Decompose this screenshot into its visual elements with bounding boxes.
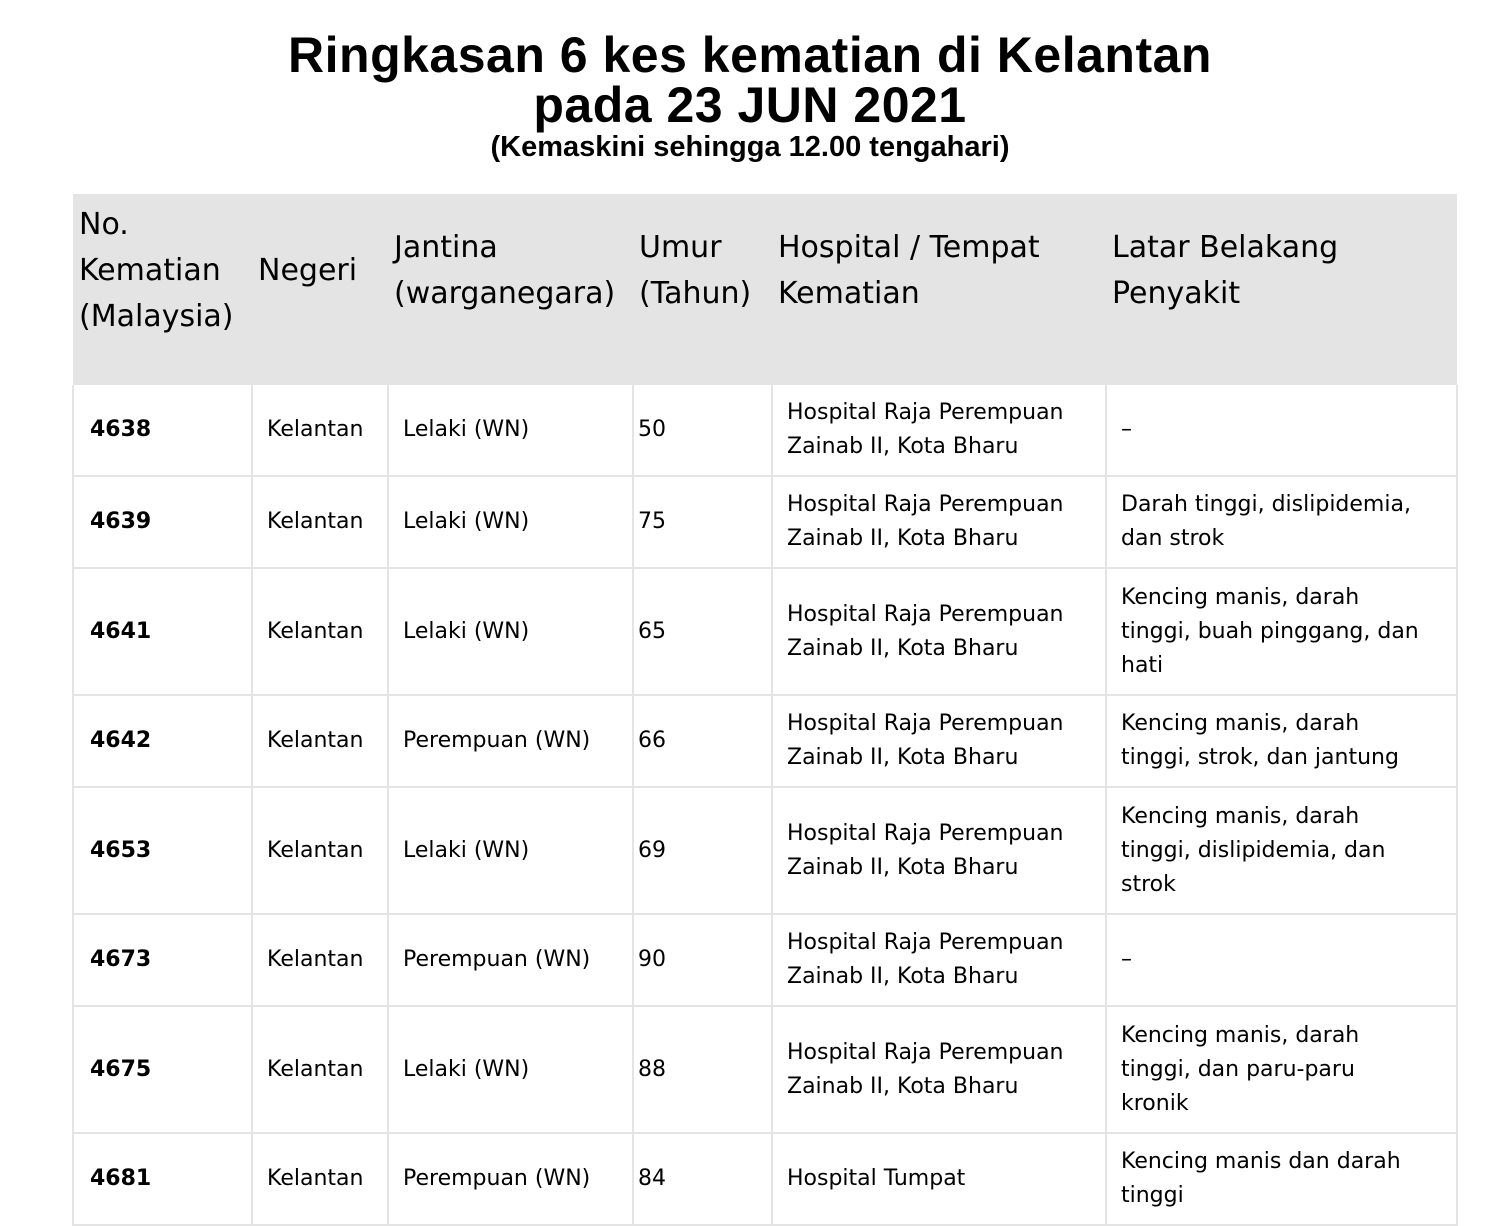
cell-line: Zainab II, Kota Bharu xyxy=(787,1073,1019,1099)
page-subtitle: (Kemaskini sehingga 12.00 tengahari) xyxy=(490,131,1010,163)
cell-latar xyxy=(1106,695,1457,787)
cell-line: Zainab II, Kota Bharu xyxy=(787,745,1019,770)
header-line: Kematian xyxy=(79,253,221,288)
header-line: (Malaysia) xyxy=(79,299,234,334)
header-line: Penyakit xyxy=(1112,276,1241,311)
cell-latar xyxy=(1106,476,1457,568)
header-line: Jantina xyxy=(394,230,498,265)
cell-latar xyxy=(1106,385,1457,476)
cell-latar xyxy=(1106,1006,1457,1133)
header-line: Hospital / Tempat xyxy=(778,230,1040,265)
cell-negeri: Kelantan xyxy=(252,1006,388,1133)
cell-negeri: Kelantan xyxy=(252,695,388,787)
cell-line: tinggi, dan paru-paru xyxy=(1121,1056,1355,1082)
cell-line: Hospital Tumpat xyxy=(787,1166,966,1191)
death-cases-table xyxy=(72,194,1458,1226)
table-row xyxy=(73,787,1457,914)
header-line: (warganegara) xyxy=(394,276,616,311)
cell-negeri: Kelantan xyxy=(252,914,388,1006)
cell-hospital xyxy=(772,568,1106,695)
cell-line: tinggi, dislipidemia, dan xyxy=(1121,837,1386,863)
header-no-kematian xyxy=(73,194,252,385)
page-title-line-1: Ringkasan 6 kes kematian di Kelantan xyxy=(288,27,1212,83)
header-hospital xyxy=(772,194,1106,385)
cell-line: Zainab II, Kota Bharu xyxy=(787,854,1019,880)
cell-line: Zainab II, Kota Bharu xyxy=(787,526,1019,551)
cell-line: tinggi, strok, dan jantung xyxy=(1121,745,1399,770)
table-row xyxy=(73,568,1457,695)
cell-umur: 50 xyxy=(633,385,772,476)
cell-no: 4639 xyxy=(73,476,252,568)
cell-umur: 84 xyxy=(633,1133,772,1225)
cell-line: Darah tinggi, dislipidemia, xyxy=(1121,492,1411,517)
header-line: Umur xyxy=(639,230,722,265)
cell-negeri: Kelantan xyxy=(252,385,388,476)
cell-jantina: Perempuan (WN) xyxy=(388,914,633,1006)
cell-negeri: Kelantan xyxy=(252,787,388,914)
cell-latar xyxy=(1106,914,1457,1006)
cell-no: 4681 xyxy=(73,1133,252,1225)
cell-jantina: Perempuan (WN) xyxy=(388,695,633,787)
table-header-row xyxy=(73,194,1457,385)
cell-no: 4673 xyxy=(73,914,252,1006)
cell-line: Hospital Raja Perempuan xyxy=(787,930,1064,955)
cell-line: kronik xyxy=(1121,1090,1189,1116)
cell-negeri: Kelantan xyxy=(252,1133,388,1225)
cell-hospital xyxy=(772,476,1106,568)
cell-jantina: Lelaki (WN) xyxy=(388,385,633,476)
cell-no: 4642 xyxy=(73,695,252,787)
cell-negeri: Kelantan xyxy=(252,476,388,568)
table-row xyxy=(73,1133,1457,1225)
cell-no: 4653 xyxy=(73,787,252,914)
header-line: Kematian xyxy=(778,276,920,311)
cell-no: 4675 xyxy=(73,1006,252,1133)
table-row xyxy=(73,695,1457,787)
cell-hospital xyxy=(772,1006,1106,1133)
title-block xyxy=(0,27,1500,163)
cell-umur: 75 xyxy=(633,476,772,568)
cell-line: Kencing manis, darah xyxy=(1121,1022,1360,1048)
cell-line: Hospital Raja Perempuan xyxy=(787,400,1064,425)
cell-line: Zainab II, Kota Bharu xyxy=(787,964,1019,989)
cell-line: Hospital Raja Perempuan xyxy=(787,820,1064,846)
header-line: (Tahun) xyxy=(639,276,752,311)
cell-hospital xyxy=(772,914,1106,1006)
table-row xyxy=(73,914,1457,1006)
cell-umur: 69 xyxy=(633,787,772,914)
cell-line: Hospital Raja Perempuan xyxy=(787,601,1064,627)
cell-umur: 90 xyxy=(633,914,772,1006)
header-line: Latar Belakang xyxy=(1112,230,1339,265)
cell-line: – xyxy=(1121,947,1132,972)
table-row xyxy=(73,476,1457,568)
cell-hospital xyxy=(772,695,1106,787)
cell-negeri: Kelantan xyxy=(252,568,388,695)
cell-hospital xyxy=(772,385,1106,476)
header-negeri xyxy=(252,194,388,385)
cell-line: Hospital Raja Perempuan xyxy=(787,1039,1064,1065)
cell-line: strok xyxy=(1121,871,1176,897)
cell-jantina: Lelaki (WN) xyxy=(388,476,633,568)
cell-line: Hospital Raja Perempuan xyxy=(787,711,1064,736)
page-title-line-2: pada 23 JUN 2021 xyxy=(533,77,967,133)
cell-latar xyxy=(1106,568,1457,695)
cell-line: Hospital Raja Perempuan xyxy=(787,492,1064,517)
cell-no: 4638 xyxy=(73,385,252,476)
header-umur xyxy=(633,194,772,385)
cell-jantina: Lelaki (WN) xyxy=(388,787,633,914)
table-row xyxy=(73,385,1457,476)
cell-line: Zainab II, Kota Bharu xyxy=(787,635,1019,661)
cell-line: Kencing manis, darah xyxy=(1121,803,1360,829)
cell-line: Kencing manis, darah xyxy=(1121,584,1360,610)
cell-hospital xyxy=(772,1133,1106,1225)
cell-hospital xyxy=(772,787,1106,914)
header-line: Negeri xyxy=(258,253,358,288)
cell-no: 4641 xyxy=(73,568,252,695)
table-row xyxy=(73,1006,1457,1133)
cell-line: tinggi, buah pinggang, dan xyxy=(1121,618,1419,644)
cell-line: hati xyxy=(1121,652,1164,678)
cell-jantina: Perempuan (WN) xyxy=(388,1133,633,1225)
cell-line: – xyxy=(1121,417,1132,442)
cell-latar xyxy=(1106,787,1457,914)
cell-latar xyxy=(1106,1133,1457,1225)
cell-jantina: Lelaki (WN) xyxy=(388,568,633,695)
cell-line: Kencing manis, darah xyxy=(1121,711,1360,736)
cell-line: tinggi xyxy=(1121,1183,1184,1208)
header-line: No. xyxy=(79,207,129,242)
cell-jantina: Lelaki (WN) xyxy=(388,1006,633,1133)
cell-line: Zainab II, Kota Bharu xyxy=(787,434,1019,459)
cell-umur: 65 xyxy=(633,568,772,695)
cell-umur: 66 xyxy=(633,695,772,787)
cell-line: dan strok xyxy=(1121,526,1225,551)
cell-umur: 88 xyxy=(633,1006,772,1133)
header-latar-belakang xyxy=(1106,194,1457,385)
header-jantina xyxy=(388,194,633,385)
cell-line: Kencing manis dan darah xyxy=(1121,1149,1401,1174)
